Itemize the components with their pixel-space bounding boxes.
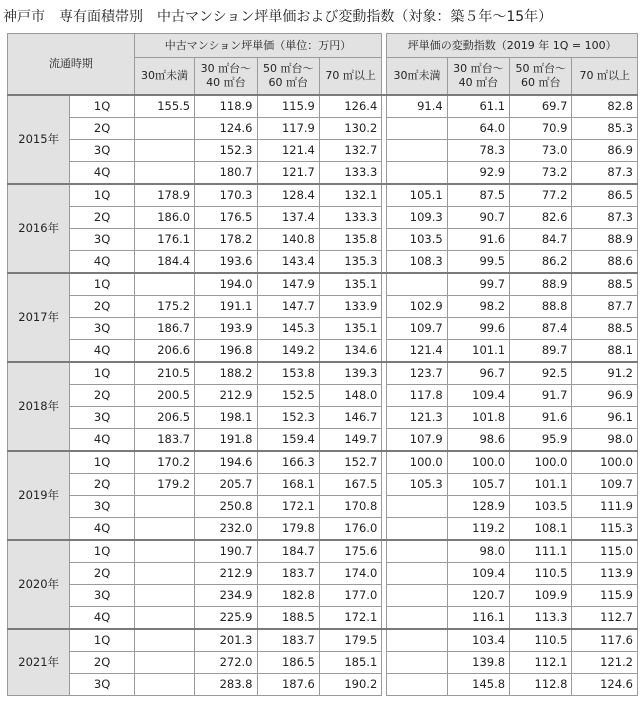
index-cell: 113.3: [510, 606, 572, 629]
price-cell: 205.7: [195, 473, 257, 495]
price-cell: [134, 651, 194, 673]
index-cell: 77.2: [510, 184, 572, 207]
price-cell: 133.3: [319, 206, 381, 228]
price-cell: 178.9: [134, 184, 194, 207]
header-price-band: 70 ㎡以上: [319, 58, 381, 95]
table-row: [8, 517, 638, 540]
price-cell: [134, 562, 194, 584]
price-cell: 232.0: [195, 517, 257, 540]
quarter-cell: 1Q: [70, 362, 134, 385]
year-cell: 2019年: [8, 451, 70, 540]
table-row: [8, 651, 638, 673]
header-period: 流通時期: [8, 34, 135, 95]
quarter-cell: 4Q: [70, 250, 134, 273]
price-cell: 175.2: [134, 295, 194, 317]
index-cell: 145.8: [447, 673, 509, 695]
quarter-cell: 4Q: [70, 428, 134, 451]
table-row: [8, 384, 638, 406]
index-cell: 110.5: [510, 562, 572, 584]
quarter-cell: 1Q: [70, 273, 134, 296]
index-cell: 73.0: [510, 139, 572, 161]
index-cell: 92.9: [447, 161, 509, 184]
quarter-cell: 2Q: [70, 117, 134, 139]
quarter-cell: 3Q: [70, 228, 134, 250]
table-row: [8, 250, 638, 273]
price-cell: 170.3: [195, 184, 257, 207]
index-cell: 87.7: [572, 295, 638, 317]
index-cell: 87.5: [447, 184, 509, 207]
quarter-cell: 4Q: [70, 161, 134, 184]
price-cell: 167.5: [319, 473, 381, 495]
price-cell: 149.2: [257, 339, 319, 362]
table-row: [8, 584, 638, 606]
index-cell: 103.4: [447, 629, 509, 652]
price-cell: 152.3: [257, 406, 319, 428]
quarter-cell: 3Q: [70, 673, 134, 695]
price-cell: 172.1: [319, 606, 381, 629]
index-cell: 88.9: [572, 228, 638, 250]
price-cell: 210.5: [134, 362, 194, 385]
index-cell: 96.7: [447, 362, 509, 385]
price-cell: 183.7: [257, 629, 319, 652]
index-cell: [387, 673, 447, 695]
quarter-cell: 4Q: [70, 517, 134, 540]
index-cell: 109.7: [572, 473, 638, 495]
price-cell: 132.1: [319, 184, 381, 207]
price-cell: 121.4: [257, 139, 319, 161]
price-cell: 118.9: [195, 95, 257, 118]
table-row: [8, 673, 638, 695]
index-cell: 85.3: [572, 117, 638, 139]
index-cell: 86.9: [572, 139, 638, 161]
quarter-cell: 1Q: [70, 95, 134, 118]
price-cell: 166.3: [257, 451, 319, 474]
price-cell: 137.4: [257, 206, 319, 228]
price-cell: 182.8: [257, 584, 319, 606]
table-row: [8, 428, 638, 451]
index-cell: 109.7: [387, 317, 447, 339]
index-cell: 91.2: [572, 362, 638, 385]
price-cell: 117.9: [257, 117, 319, 139]
price-cell: 283.8: [195, 673, 257, 695]
index-cell: 139.8: [447, 651, 509, 673]
index-cell: 89.7: [510, 339, 572, 362]
price-cell: 146.7: [319, 406, 381, 428]
index-cell: 102.9: [387, 295, 447, 317]
quarter-cell: 1Q: [70, 451, 134, 474]
table-row: [8, 139, 638, 161]
price-table-container: [7, 33, 638, 696]
price-cell: 193.6: [195, 250, 257, 273]
quarter-cell: 2Q: [70, 473, 134, 495]
quarter-cell: 2Q: [70, 295, 134, 317]
index-cell: 124.6: [572, 673, 638, 695]
index-cell: 84.7: [510, 228, 572, 250]
index-cell: 111.1: [510, 540, 572, 563]
header-index-group: 坪単価の変動指数（2019 年 1Q = 100）: [387, 34, 638, 58]
price-cell: 190.7: [195, 540, 257, 563]
quarter-cell: 2Q: [70, 206, 134, 228]
index-cell: 91.7: [510, 384, 572, 406]
price-cell: 143.4: [257, 250, 319, 273]
price-cell: 194.6: [195, 451, 257, 474]
index-cell: 105.3: [387, 473, 447, 495]
year-cell: 2015年: [8, 95, 70, 184]
table-row: [8, 362, 638, 385]
index-cell: 88.6: [572, 250, 638, 273]
header-price-band: 50 ㎡台～ 60 ㎡台: [257, 58, 319, 95]
price-cell: 196.8: [195, 339, 257, 362]
price-cell: 183.7: [257, 562, 319, 584]
index-cell: 86.2: [510, 250, 572, 273]
price-cell: 183.7: [134, 428, 194, 451]
price-cell: [134, 139, 194, 161]
quarter-cell: 3Q: [70, 495, 134, 517]
table-row: [8, 228, 638, 250]
index-cell: 109.4: [447, 384, 509, 406]
index-cell: 98.0: [447, 540, 509, 563]
index-cell: [387, 139, 447, 161]
index-cell: 78.3: [447, 139, 509, 161]
index-cell: 103.5: [510, 495, 572, 517]
price-cell: [134, 540, 194, 563]
price-cell: 193.9: [195, 317, 257, 339]
price-cell: 184.4: [134, 250, 194, 273]
table-row: [8, 606, 638, 629]
index-cell: 96.9: [572, 384, 638, 406]
table-row: [8, 562, 638, 584]
price-cell: 176.5: [195, 206, 257, 228]
price-cell: [134, 273, 194, 296]
price-cell: 159.4: [257, 428, 319, 451]
index-cell: 107.9: [387, 428, 447, 451]
table-row: [8, 473, 638, 495]
quarter-cell: 2Q: [70, 562, 134, 584]
index-cell: 117.6: [572, 629, 638, 652]
index-cell: 87.4: [510, 317, 572, 339]
index-cell: [387, 161, 447, 184]
index-cell: 109.3: [387, 206, 447, 228]
price-cell: 170.8: [319, 495, 381, 517]
index-cell: 91.6: [447, 228, 509, 250]
index-cell: 95.9: [510, 428, 572, 451]
index-cell: 105.7: [447, 473, 509, 495]
index-cell: 61.1: [447, 95, 509, 118]
index-cell: 88.9: [510, 273, 572, 296]
index-cell: [387, 562, 447, 584]
index-cell: 117.8: [387, 384, 447, 406]
table-row: [8, 451, 638, 474]
index-cell: 92.5: [510, 362, 572, 385]
index-cell: 88.5: [572, 317, 638, 339]
quarter-cell: 3Q: [70, 584, 134, 606]
price-cell: 145.3: [257, 317, 319, 339]
index-cell: 87.3: [572, 161, 638, 184]
quarter-cell: 4Q: [70, 339, 134, 362]
price-cell: 176.1: [134, 228, 194, 250]
index-cell: 109.4: [447, 562, 509, 584]
index-cell: 88.8: [510, 295, 572, 317]
index-cell: [387, 540, 447, 563]
price-cell: 133.9: [319, 295, 381, 317]
price-cell: 185.1: [319, 651, 381, 673]
table-row: [8, 295, 638, 317]
quarter-cell: 3Q: [70, 406, 134, 428]
price-cell: 175.6: [319, 540, 381, 563]
price-cell: [134, 161, 194, 184]
index-cell: 100.0: [572, 451, 638, 474]
price-cell: 135.1: [319, 273, 381, 296]
index-cell: 121.4: [387, 339, 447, 362]
price-cell: 132.7: [319, 139, 381, 161]
price-cell: 178.2: [195, 228, 257, 250]
table-row: [8, 629, 638, 652]
header-index-band: 30㎡未満: [387, 58, 447, 95]
index-cell: 112.7: [572, 606, 638, 629]
index-cell: 98.0: [572, 428, 638, 451]
price-cell: 198.1: [195, 406, 257, 428]
price-cell: 188.2: [195, 362, 257, 385]
index-cell: [387, 117, 447, 139]
price-cell: 139.3: [319, 362, 381, 385]
price-cell: 272.0: [195, 651, 257, 673]
index-cell: 91.4: [387, 95, 447, 118]
price-cell: 194.0: [195, 273, 257, 296]
price-cell: 152.7: [319, 451, 381, 474]
index-cell: 98.6: [447, 428, 509, 451]
index-cell: 101.1: [510, 473, 572, 495]
price-cell: 153.8: [257, 362, 319, 385]
price-cell: 128.4: [257, 184, 319, 207]
index-cell: 70.9: [510, 117, 572, 139]
quarter-cell: 3Q: [70, 317, 134, 339]
table-row: [8, 273, 638, 296]
index-cell: 113.9: [572, 562, 638, 584]
price-cell: 152.3: [195, 139, 257, 161]
table-row: [8, 206, 638, 228]
index-cell: 128.9: [447, 495, 509, 517]
price-cell: 155.5: [134, 95, 194, 118]
quarter-cell: 1Q: [70, 629, 134, 652]
price-cell: 186.7: [134, 317, 194, 339]
price-cell: 152.5: [257, 384, 319, 406]
quarter-cell: 2Q: [70, 651, 134, 673]
index-cell: 100.0: [387, 451, 447, 474]
price-cell: [134, 673, 194, 695]
index-cell: 112.1: [510, 651, 572, 673]
index-cell: 82.6: [510, 206, 572, 228]
table-row: [8, 339, 638, 362]
index-cell: 115.3: [572, 517, 638, 540]
price-cell: 191.8: [195, 428, 257, 451]
price-cell: [134, 606, 194, 629]
index-cell: 90.7: [447, 206, 509, 228]
year-cell: 2021年: [8, 629, 70, 696]
index-cell: [387, 584, 447, 606]
price-cell: [134, 584, 194, 606]
price-cell: 188.5: [257, 606, 319, 629]
index-cell: 119.2: [447, 517, 509, 540]
price-cell: 187.6: [257, 673, 319, 695]
price-cell: 206.5: [134, 406, 194, 428]
index-cell: 116.1: [447, 606, 509, 629]
price-cell: 133.3: [319, 161, 381, 184]
price-cell: 168.1: [257, 473, 319, 495]
price-cell: 225.9: [195, 606, 257, 629]
index-cell: 99.7: [447, 273, 509, 296]
table-body: [8, 95, 638, 696]
table-title: 神戸市 専有面積帯別 中古マンション坪単価および変動指数（対象：築５年～15年）: [3, 9, 553, 25]
price-cell: 191.1: [195, 295, 257, 317]
price-cell: 124.6: [195, 117, 257, 139]
index-cell: 88.5: [572, 273, 638, 296]
price-index-table: [7, 33, 638, 696]
price-cell: 147.9: [257, 273, 319, 296]
table-row: [8, 540, 638, 563]
price-cell: 135.1: [319, 317, 381, 339]
index-cell: [387, 629, 447, 652]
index-cell: 101.8: [447, 406, 509, 428]
quarter-cell: 1Q: [70, 184, 134, 207]
price-cell: 126.4: [319, 95, 381, 118]
table-row: [8, 95, 638, 118]
price-cell: 130.2: [319, 117, 381, 139]
index-cell: 108.1: [510, 517, 572, 540]
header-price-group: 中古マンション坪単価（単位：万円）: [134, 34, 382, 58]
index-cell: 64.0: [447, 117, 509, 139]
index-cell: 111.9: [572, 495, 638, 517]
price-cell: 201.3: [195, 629, 257, 652]
index-cell: 115.9: [572, 584, 638, 606]
index-cell: 120.7: [447, 584, 509, 606]
price-cell: 135.8: [319, 228, 381, 250]
price-cell: [134, 117, 194, 139]
index-cell: 99.6: [447, 317, 509, 339]
price-cell: 186.0: [134, 206, 194, 228]
quarter-cell: 4Q: [70, 606, 134, 629]
price-cell: 148.0: [319, 384, 381, 406]
index-cell: 100.0: [447, 451, 509, 474]
price-cell: 186.5: [257, 651, 319, 673]
price-cell: 149.7: [319, 428, 381, 451]
index-cell: [387, 606, 447, 629]
price-cell: 212.9: [195, 562, 257, 584]
price-cell: 174.0: [319, 562, 381, 584]
price-cell: 135.3: [319, 250, 381, 273]
price-cell: 121.7: [257, 161, 319, 184]
price-cell: 200.5: [134, 384, 194, 406]
year-cell: 2016年: [8, 184, 70, 273]
index-cell: 86.5: [572, 184, 638, 207]
price-cell: 140.8: [257, 228, 319, 250]
index-cell: 82.8: [572, 95, 638, 118]
index-cell: 115.0: [572, 540, 638, 563]
index-cell: 87.3: [572, 206, 638, 228]
price-cell: 180.7: [195, 161, 257, 184]
index-cell: 101.1: [447, 339, 509, 362]
index-cell: 109.9: [510, 584, 572, 606]
header-index-band: 50 ㎡台～ 60 ㎡台: [510, 58, 572, 95]
price-cell: 184.7: [257, 540, 319, 563]
price-cell: 206.6: [134, 339, 194, 362]
header-price-band: 30 ㎡台～ 40 ㎡台: [195, 58, 257, 95]
table-row: [8, 161, 638, 184]
index-cell: 99.5: [447, 250, 509, 273]
price-cell: 234.9: [195, 584, 257, 606]
price-cell: 177.0: [319, 584, 381, 606]
table-row: [8, 406, 638, 428]
table-row: [8, 184, 638, 207]
index-cell: 103.5: [387, 228, 447, 250]
index-cell: 96.1: [572, 406, 638, 428]
index-cell: [387, 495, 447, 517]
price-cell: 179.8: [257, 517, 319, 540]
quarter-cell: 2Q: [70, 384, 134, 406]
index-cell: 98.2: [447, 295, 509, 317]
index-cell: [387, 517, 447, 540]
index-cell: 110.5: [510, 629, 572, 652]
index-cell: 112.8: [510, 673, 572, 695]
index-cell: 69.7: [510, 95, 572, 118]
table-row: [8, 117, 638, 139]
table-row: [8, 495, 638, 517]
price-cell: 134.6: [319, 339, 381, 362]
index-cell: [387, 651, 447, 673]
price-cell: 179.5: [319, 629, 381, 652]
year-cell: 2020年: [8, 540, 70, 629]
price-cell: [134, 517, 194, 540]
price-cell: 190.2: [319, 673, 381, 695]
index-cell: 100.0: [510, 451, 572, 474]
index-cell: 73.2: [510, 161, 572, 184]
index-cell: 123.7: [387, 362, 447, 385]
quarter-cell: 1Q: [70, 540, 134, 563]
table-row: [8, 317, 638, 339]
index-cell: 91.6: [510, 406, 572, 428]
index-cell: [387, 273, 447, 296]
year-cell: 2018年: [8, 362, 70, 451]
index-cell: 108.3: [387, 250, 447, 273]
price-cell: 172.1: [257, 495, 319, 517]
price-cell: [134, 629, 194, 652]
price-cell: 176.0: [319, 517, 381, 540]
price-cell: 212.9: [195, 384, 257, 406]
price-cell: 115.9: [257, 95, 319, 118]
year-cell: 2017年: [8, 273, 70, 362]
header-index-band: 70 ㎡以上: [572, 58, 638, 95]
price-cell: [134, 495, 194, 517]
index-cell: 88.1: [572, 339, 638, 362]
index-cell: 121.2: [572, 651, 638, 673]
header-index-band: 30 ㎡台～ 40 ㎡台: [447, 58, 509, 95]
header-price-band: 30㎡未満: [134, 58, 194, 95]
price-cell: 147.7: [257, 295, 319, 317]
quarter-cell: 3Q: [70, 139, 134, 161]
price-cell: 170.2: [134, 451, 194, 474]
index-cell: 121.3: [387, 406, 447, 428]
index-cell: 105.1: [387, 184, 447, 207]
price-cell: 179.2: [134, 473, 194, 495]
price-cell: 250.8: [195, 495, 257, 517]
